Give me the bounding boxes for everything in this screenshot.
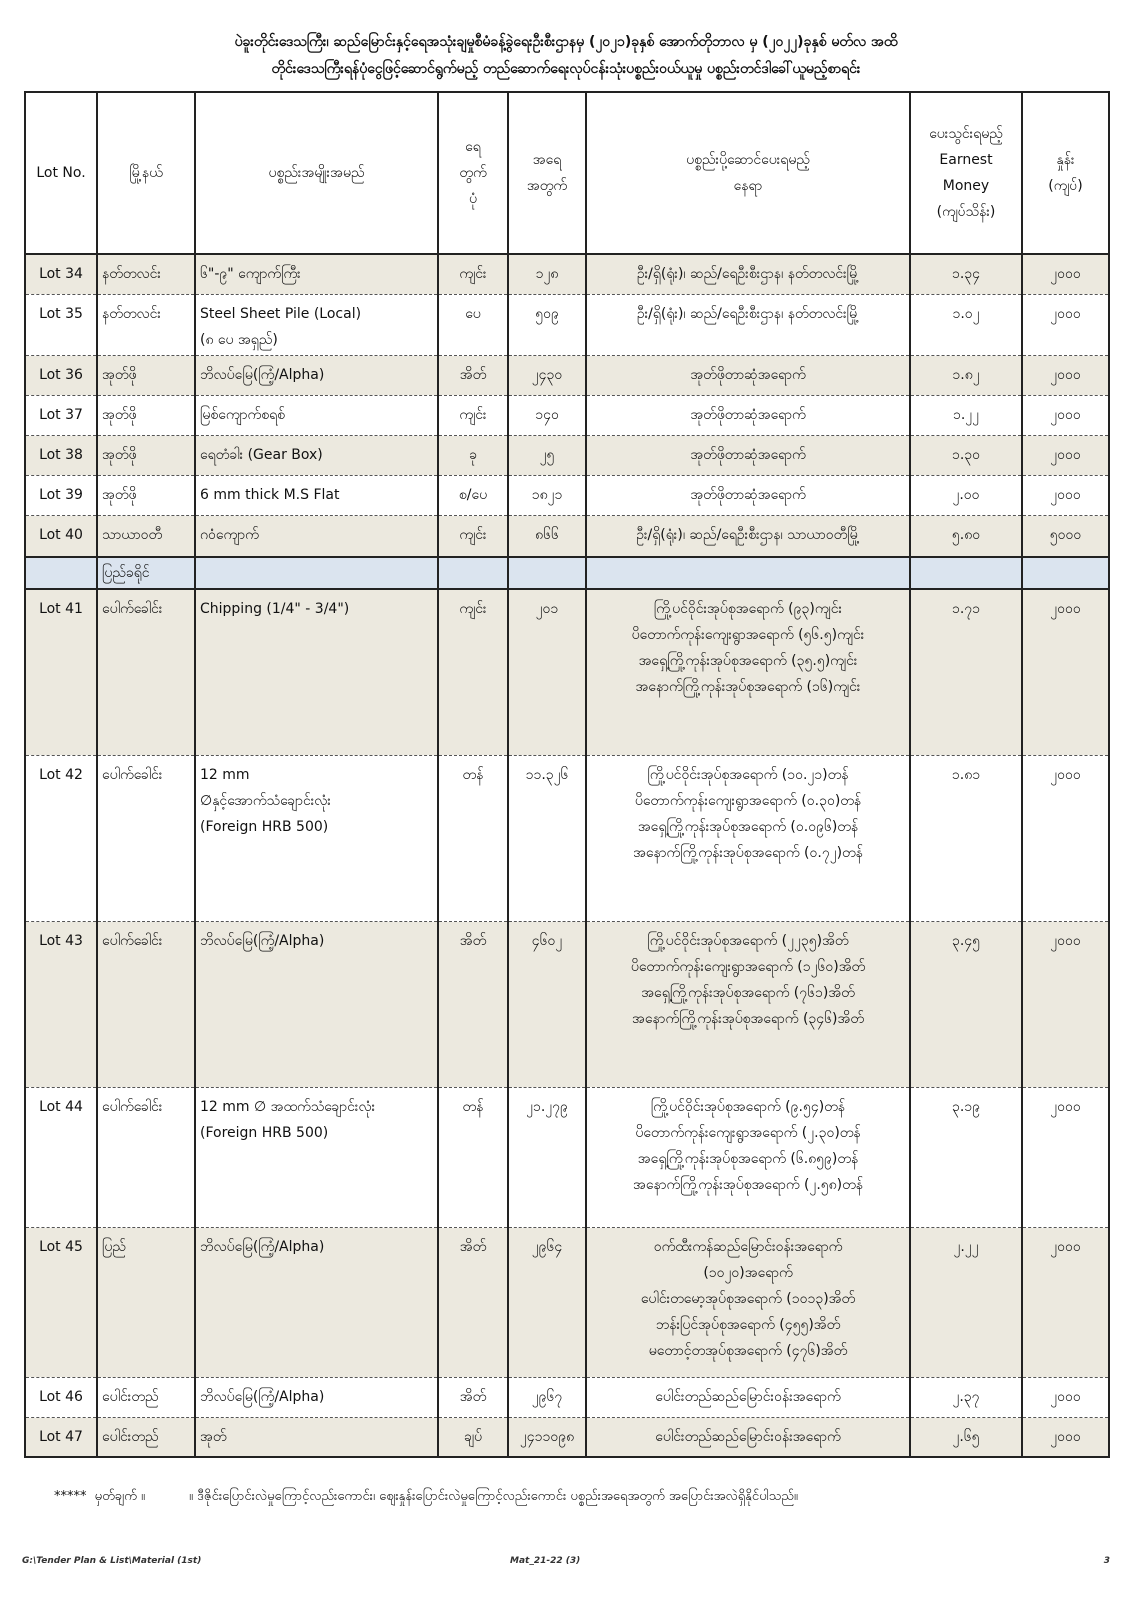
- document-title-line-1: ပဲခူးတိုင်းဒေသကြီး၊ ဆည်မြောင်းနှင့်ရေအသုံးချမှုစီမံခန့်ခွဲရေးဦးစီးဌာနမှ (၂၀၂၁)ခုနှစ် အောက်တိုဘာလ မှ (၂၀၂၂)ခုနှစ် မတ်လ အထိ: [234, 34, 898, 50]
- table-row: [25, 475, 1109, 515]
- cell-quantity: ၂၀၁: [508, 589, 586, 755]
- cell-unit: အိတ်: [438, 921, 508, 1087]
- table-row: [25, 435, 1109, 475]
- cell-earnest-money: ၁.၈၁: [910, 755, 1022, 921]
- header-location: ပစ္စည်းပို့ဆောင်ပေးရမည့် နေရာ: [586, 92, 910, 254]
- cell-location: ဝက်ထီးကန်ဆည်မြောင်းဝန်းအရောက် (၁၀၂၀)အရောက် ပေါင်းတမော့အုပ်စုအရောက် (၁၀၁၃)အိတ် ဘန်းပြင်အုပ်စုအရောက် (၄၅၅)အိတ် မတောင့်တအုပ်စုအရောက် (၄၇၆)အိတ်: [586, 1227, 910, 1377]
- cell-township: ပြည်: [97, 1227, 195, 1377]
- cell-earnest-money: ၂.၂၂: [910, 1227, 1022, 1377]
- cell-earnest-money: ၁.၂၂: [910, 395, 1022, 435]
- document-title-line-2: တိုင်းဒေသကြီးရန်ပုံငွေဖြင့်ဆောင်ရွက်မည့် တည်ဆောက်ရေးလုပ်ငန်းသုံးပစ္စည်းဝယ်ယူမှု ပစ္စည်းတင်ဒါခေါ်ယူမည့်စာရင်း: [271, 61, 861, 77]
- cell-quantity: ၂၁.၂၇၉: [508, 1087, 586, 1227]
- cell-unit: စ/ပေ: [438, 475, 508, 515]
- cell-earnest-money: ၅.၈၀: [910, 515, 1022, 557]
- cell-earnest-money: ၃.၁၉: [910, 1087, 1022, 1227]
- section-row: [25, 557, 1109, 589]
- table-body-top: [25, 254, 1109, 557]
- cell-fee: ၂၀၀၀: [1022, 355, 1109, 395]
- table-row: [25, 755, 1109, 921]
- cell-location: အုတ်ဖိုတာဆုံအရောက်: [586, 435, 910, 475]
- cell-material: အုတ်: [195, 1417, 438, 1457]
- cell-lot: Lot 34: [25, 254, 97, 294]
- cell-fee: ၅၀၀၀: [1022, 515, 1109, 557]
- cell-unit: ကျင်း: [438, 254, 508, 294]
- cell-location: ပေါင်းတည်ဆည်မြောင်းဝန်းအရောက်: [586, 1377, 910, 1417]
- table-row: [25, 355, 1109, 395]
- footer-doc-id: Mat_21-22 (3): [510, 1556, 581, 1566]
- cell-lot: Lot 43: [25, 921, 97, 1087]
- cell-quantity: ၁၈၂၁: [508, 475, 586, 515]
- table-row: [25, 515, 1109, 557]
- cell-material: 6 mm thick M.S Flat: [195, 475, 438, 515]
- cell-lot: Lot 46: [25, 1377, 97, 1417]
- cell-unit: အိတ်: [438, 1377, 508, 1417]
- cell-unit: ချပ်: [438, 1417, 508, 1457]
- cell-township: ပေါက်ခေါင်း: [97, 589, 195, 755]
- cell-lot: Lot 37: [25, 395, 97, 435]
- cell-location: အုတ်ဖိုတာဆုံအရောက်: [586, 355, 910, 395]
- table-row: [25, 1417, 1109, 1457]
- cell-lot: Lot 40: [25, 515, 97, 557]
- cell-unit: အိတ်: [438, 1227, 508, 1377]
- cell-material: Chipping (1/4" - 3/4"): [195, 589, 438, 755]
- cell-unit: ကျင်း: [438, 589, 508, 755]
- cell-earnest-money: ၃.၄၅: [910, 921, 1022, 1087]
- cell-quantity: ၄၆၀၂: [508, 921, 586, 1087]
- cell-quantity: ၂၅: [508, 435, 586, 475]
- cell-township: ပေါက်ခေါင်း: [97, 921, 195, 1087]
- header-unit: ရေ တွက် ပုံ: [438, 92, 508, 254]
- cell-material: မြစ်ကျောက်စရစ်: [195, 395, 438, 435]
- cell-material: 12 mm ∅ အထက်သံချောင်းလုံး (Foreign HRB 500): [195, 1087, 438, 1227]
- cell-fee: ၂၀၀၀: [1022, 294, 1109, 355]
- table-row: [25, 589, 1109, 755]
- table-row: [25, 254, 1109, 294]
- cell-fee: ၂၀၀၀: [1022, 254, 1109, 294]
- header-township: မြို့နယ်: [97, 92, 195, 254]
- cell-unit: ကျင်း: [438, 395, 508, 435]
- note-stars: *****: [54, 1489, 87, 1504]
- cell-quantity: ၅၀၉: [508, 294, 586, 355]
- cell-material: Steel Sheet Pile (Local) (၈ ပေ အရှည်): [195, 294, 438, 355]
- cell-lot: Lot 45: [25, 1227, 97, 1377]
- tender-table: [24, 91, 1110, 1458]
- cell-fee: ၂၀၀၀: [1022, 395, 1109, 435]
- cell-fee: ၂၀၀၀: [1022, 1087, 1109, 1227]
- table-row: [25, 1087, 1109, 1227]
- cell-location: ဦး/ရှိ(ရုံး)၊ ဆည်/ရေဦးစီးဌာန၊ သာယာဝတီမြို့: [586, 515, 910, 557]
- header-lot: Lot No.: [25, 92, 97, 254]
- cell-earnest-money: ၁.၈၂: [910, 355, 1022, 395]
- cell-fee: ၂၀၀၀: [1022, 1417, 1109, 1457]
- cell-quantity: ၂၉၆၄: [508, 1227, 586, 1377]
- cell-fee: ၂၀၀၀: [1022, 755, 1109, 921]
- table-row: [25, 395, 1109, 435]
- cell-fee: ၂၀၀၀: [1022, 921, 1109, 1087]
- cell-lot: Lot 39: [25, 475, 97, 515]
- cell-quantity: ၂၉၆၇: [508, 1377, 586, 1417]
- cell-township: အုတ်ဖို: [97, 395, 195, 435]
- cell-fee: ၂၀၀၀: [1022, 1227, 1109, 1377]
- cell-material: ဘိလပ်မြေ(ကြံ့/Alpha): [195, 355, 438, 395]
- cell-earnest-money: ၁.၃၀: [910, 435, 1022, 475]
- cell-quantity: ၁၂၈: [508, 254, 586, 294]
- cell-location: ကြို့ပင်ဝိုင်းအုပ်စုအရောက် (၉.၅၄)တန် ပိတောက်ကုန်းကျေးရွာအရောက် (၂.၃၀)တန် အရှေ့ကြို့ကုန်းအုပ်စုအရောက် (၆.၈၅၉)တန် အနောက်ကြို့ကုန်းအုပ်စုအရောက် (၂.၅၈)တန်: [586, 1087, 910, 1227]
- cell-unit: ကျင်း: [438, 515, 508, 557]
- cell-material: ၆"-၉" ကျောက်ကြီး: [195, 254, 438, 294]
- cell-township: နတ်တလင်း: [97, 294, 195, 355]
- cell-township: နတ်တလင်း: [97, 254, 195, 294]
- cell-material: ဂဝံကျောက်: [195, 515, 438, 557]
- table-section: [25, 557, 1109, 589]
- header-fee: နှုန်း (ကျပ်): [1022, 92, 1109, 254]
- table-row: [25, 921, 1109, 1087]
- cell-earnest-money: ၂.၀၀: [910, 475, 1022, 515]
- table-row: [25, 294, 1109, 355]
- cell-township: သာယာဝတီ: [97, 515, 195, 557]
- cell-township: အုတ်ဖို: [97, 435, 195, 475]
- cell-material: ဘိလပ်မြေ(ကြံ့/Alpha): [195, 921, 438, 1087]
- cell-lot: Lot 38: [25, 435, 97, 475]
- cell-material: ရေတံခါး (Gear Box): [195, 435, 438, 475]
- cell-lot: Lot 47: [25, 1417, 97, 1457]
- cell-lot: Lot 44: [25, 1087, 97, 1227]
- cell-location: ကြို့ပင်ဝိုင်းအုပ်စုအရောက် (၁၀.၂၁)တန် ပိတောက်ကုန်းကျေးရွာအရောက် (၀.၃၀)တန် အရှေ့ကြို့ကုန်းအုပ်စုအရောက် (၀.၀၉၆)တန် အနောက်ကြို့ကုန်းအုပ်စုအရောက် (၀.၇၂)တန်: [586, 755, 910, 921]
- cell-earnest-money: ၂.၃၇: [910, 1377, 1022, 1417]
- cell-quantity: ၈၆၆: [508, 515, 586, 557]
- cell-location: ကြို့ပင်ဝိုင်းအုပ်စုအရောက် (၂၂၃၅)အိတ် ပိတောက်ကုန်းကျေးရွာအရောက် (၁၂၆၀)အိတ် အရှေ့ကြို့ကုန်းအုပ်စုအရောက် (၇၆၁)အိတ် အနောက်ကြို့ကုန်းအုပ်စုအရောက် (၃၄၆)အိတ်: [586, 921, 910, 1087]
- cell-quantity: ၁၄၀: [508, 395, 586, 435]
- cell-unit: တန်: [438, 755, 508, 921]
- cell-earnest-money: ၁.၃၄: [910, 254, 1022, 294]
- cell-township: ပေါင်းတည်: [97, 1417, 195, 1457]
- cell-unit: အိတ်: [438, 355, 508, 395]
- note-line: [54, 1488, 1108, 1507]
- cell-earnest-money: ၁.၇၁: [910, 589, 1022, 755]
- cell-location: ဦး/ရှိ(ရုံး)၊ ဆည်/ရေဦးစီးဌာန၊ နတ်တလင်းမြို့: [586, 254, 910, 294]
- header-earnest-money: ပေးသွင်းရမည့် Earnest Money (ကျပ်သိန်း): [910, 92, 1022, 254]
- cell-quantity: ၁၁.၃၂၆: [508, 755, 586, 921]
- cell-quantity: ၂၄၁၁၀၉၈: [508, 1417, 586, 1457]
- note-label: မှတ်ချက် ။: [94, 1489, 145, 1504]
- header-quantity: အရေ အတွက်: [508, 92, 586, 254]
- cell-fee: ၂၀၀၀: [1022, 589, 1109, 755]
- cell-township: ပေါင်းတည်: [97, 1377, 195, 1417]
- cell-location: အုတ်ဖိုတာဆုံအရောက်: [586, 475, 910, 515]
- cell-fee: ၂၀၀၀: [1022, 1377, 1109, 1417]
- cell-fee: ၂၀၀၀: [1022, 475, 1109, 515]
- cell-material: 12 mm ∅နှင့်အောက်သံချောင်းလုံး (Foreign HRB 500): [195, 755, 438, 921]
- cell-township: ပေါက်ခေါင်း: [97, 755, 195, 921]
- footer-path: G:\Tender Plan & List\Material (1st): [22, 1556, 202, 1566]
- note-text: ။ ဒီဇိုင်းပြောင်းလဲမှုကြောင့်လည်းကောင်း၊ ဈေးနှုန်းပြောင်းလဲမှုကြောင့်လည်းကောင်း ပစ္စည်းအရေအတွက် အပြောင်းအလဲရှိနိုင်ပါသည်။: [189, 1489, 798, 1504]
- section-label: ပြည်ခရိုင်: [97, 557, 195, 589]
- cell-location: ပေါင်းတည်ဆည်မြောင်းဝန်းအရောက်: [586, 1417, 910, 1457]
- cell-lot: Lot 42: [25, 755, 97, 921]
- cell-township: အုတ်ဖို: [97, 475, 195, 515]
- cell-quantity: ၂၄၃၀: [508, 355, 586, 395]
- cell-earnest-money: ၁.၀၂: [910, 294, 1022, 355]
- cell-unit: ခု: [438, 435, 508, 475]
- cell-lot: Lot 35: [25, 294, 97, 355]
- cell-township: အုတ်ဖို: [97, 355, 195, 395]
- header-material: ပစ္စည်းအမျိုးအမည်: [195, 92, 438, 254]
- cell-fee: ၂၀၀၀: [1022, 435, 1109, 475]
- cell-location: အုတ်ဖိုတာဆုံအရောက်: [586, 395, 910, 435]
- cell-earnest-money: ၂.၆၅: [910, 1417, 1022, 1457]
- cell-township: ပေါက်ခေါင်း: [97, 1087, 195, 1227]
- cell-lot: Lot 41: [25, 589, 97, 755]
- table-row: [25, 1377, 1109, 1417]
- table-body-bottom: [25, 589, 1109, 1457]
- table-row: [25, 1227, 1109, 1377]
- footer-page-number: 3: [1103, 1556, 1110, 1566]
- cell-location: ကြို့ပင်ဝိုင်းအုပ်စုအရောက် (၉၃)ကျင်း ပိတောက်ကုန်းကျေးရွာအရောက် (၅၆.၅)ကျင်း အရှေ့ကြို့ကုန်းအုပ်စုအရောက် (၃၅.၅)ကျင်း အနောက်ကြို့ကုန်းအုပ်စုအရောက် (၁၆)ကျင်း: [586, 589, 910, 755]
- cell-location: ဦး/ရှိ(ရုံး)၊ ဆည်/ရေဦးစီးဌာန၊ နတ်တလင်းမြို့: [586, 294, 910, 355]
- cell-unit: တန်: [438, 1087, 508, 1227]
- cell-material: ဘိလပ်မြေ(ကြံ့/Alpha): [195, 1377, 438, 1417]
- cell-material: ဘိလပ်မြေ(ကြံ့/Alpha): [195, 1227, 438, 1377]
- cell-lot: Lot 36: [25, 355, 97, 395]
- cell-unit: ပေ: [438, 294, 508, 355]
- header-row: [25, 92, 1109, 254]
